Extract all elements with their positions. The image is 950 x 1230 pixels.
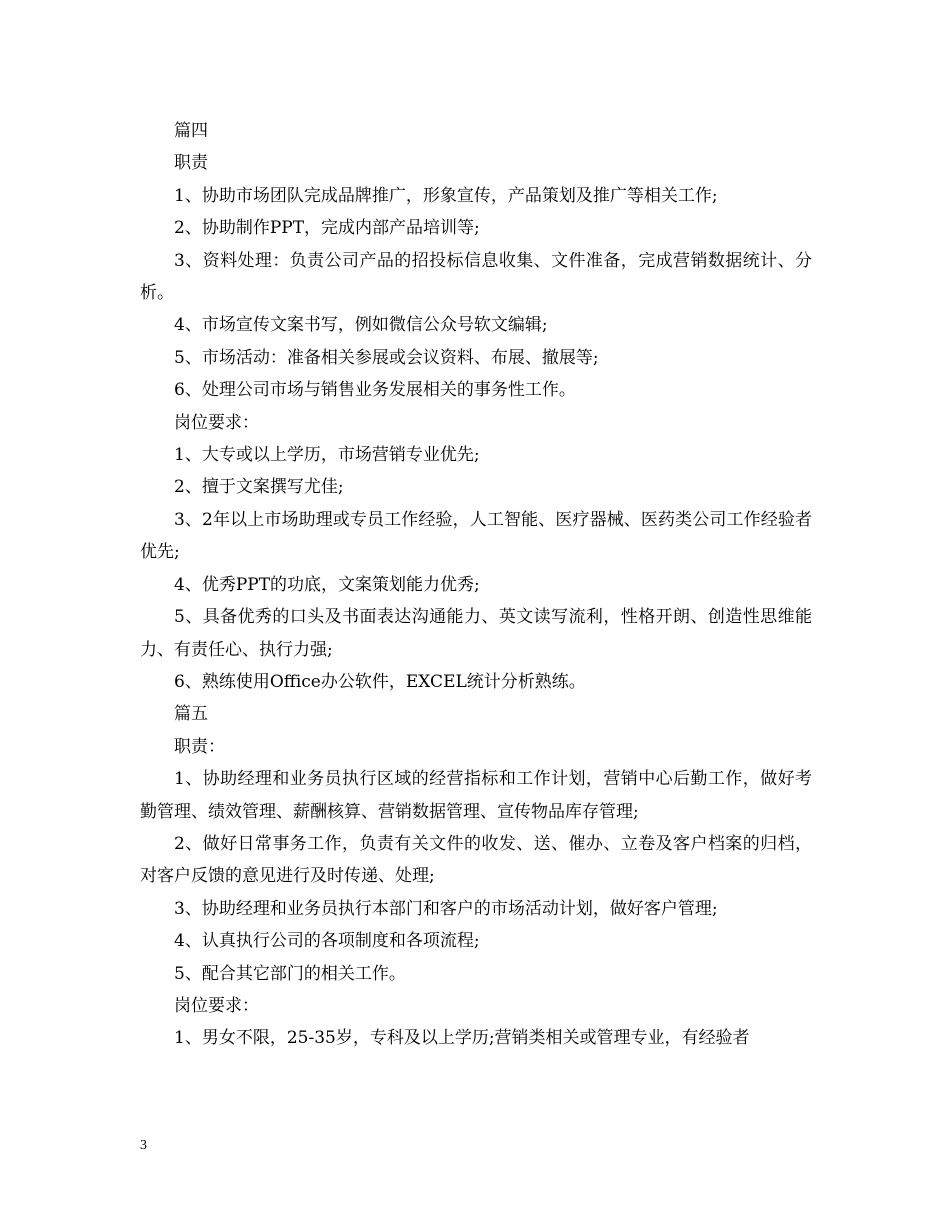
paragraph: 6、熟练使用Office办公软件，EXCEL统计分析熟练。 <box>174 671 586 692</box>
paragraph: 3、协助经理和业务员执行本部门和客户的市场活动计划，做好客户管理; <box>174 898 718 919</box>
paragraph: 6、处理公司市场与销售业务发展相关的事务性工作。 <box>174 380 576 401</box>
paragraph: 2、做好日常事务工作，负责有关文件的收发、送、催办、立卷及客户档案的归档，对客户反馈的意见进行及时传递、处理; <box>140 833 812 887</box>
paragraph: 5、具备优秀的口头及书面表达沟通能力、英文读写流利，性格开朗、创造性思维能力、有责任心、执行力强; <box>140 607 812 660</box>
paragraph: 2、协助制作PPT，完成内部产品培训等; <box>174 218 480 239</box>
page-number: 3 <box>140 1138 147 1153</box>
paragraph: 2、擅于文案撰写尤佳; <box>174 477 344 498</box>
paragraph: 4、认真执行公司的各项制度和各项流程; <box>174 931 480 952</box>
heading-requirements: 岗位要求： <box>174 995 259 1016</box>
paragraph: 3、资料处理：负责公司产品的招投标信息收集、文件准备，完成营销数据统计、分析。 <box>140 250 812 304</box>
paragraph: 1、协助市场团队完成品牌推广，形象宣传，产品策划及推广等相关工作; <box>174 185 718 206</box>
heading-requirements: 岗位要求： <box>174 412 259 433</box>
paragraph: 1、大专或以上学历，市场营销专业优先; <box>174 445 480 466</box>
heading-duties: 职责 <box>174 153 208 174</box>
heading-section-five: 篇五 <box>174 704 208 725</box>
document-body <box>140 115 812 1055</box>
paragraph: 3、2年以上市场助理或专员工作经验，人工智能、医疗器械、医药类公司工作经验者优先; <box>140 509 812 563</box>
paragraph: 1、男女不限，25-35岁，专科及以上学历;营销类相关或管理专业，有经验者 <box>174 1028 750 1049</box>
paragraph: 5、配合其它部门的相关工作。 <box>174 963 406 984</box>
heading-duties: 职责： <box>174 736 225 757</box>
paragraph: 4、优秀PPT的功底，文案策划能力优秀; <box>174 574 480 595</box>
paragraph: 4、市场宣传文案书写，例如微信公众号软文编辑; <box>174 315 548 336</box>
paragraph: 1、协助经理和业务员执行区域的经营指标和工作计划，营销中心后勤工作，做好考勤管理、绩效管理、薪酬核算、营销数据管理、宣传物品库存管理; <box>140 769 812 822</box>
heading-section-four: 篇四 <box>174 121 208 141</box>
paragraph: 5、市场活动：准备相关参展或会议资料、布展、撤展等; <box>174 347 599 368</box>
